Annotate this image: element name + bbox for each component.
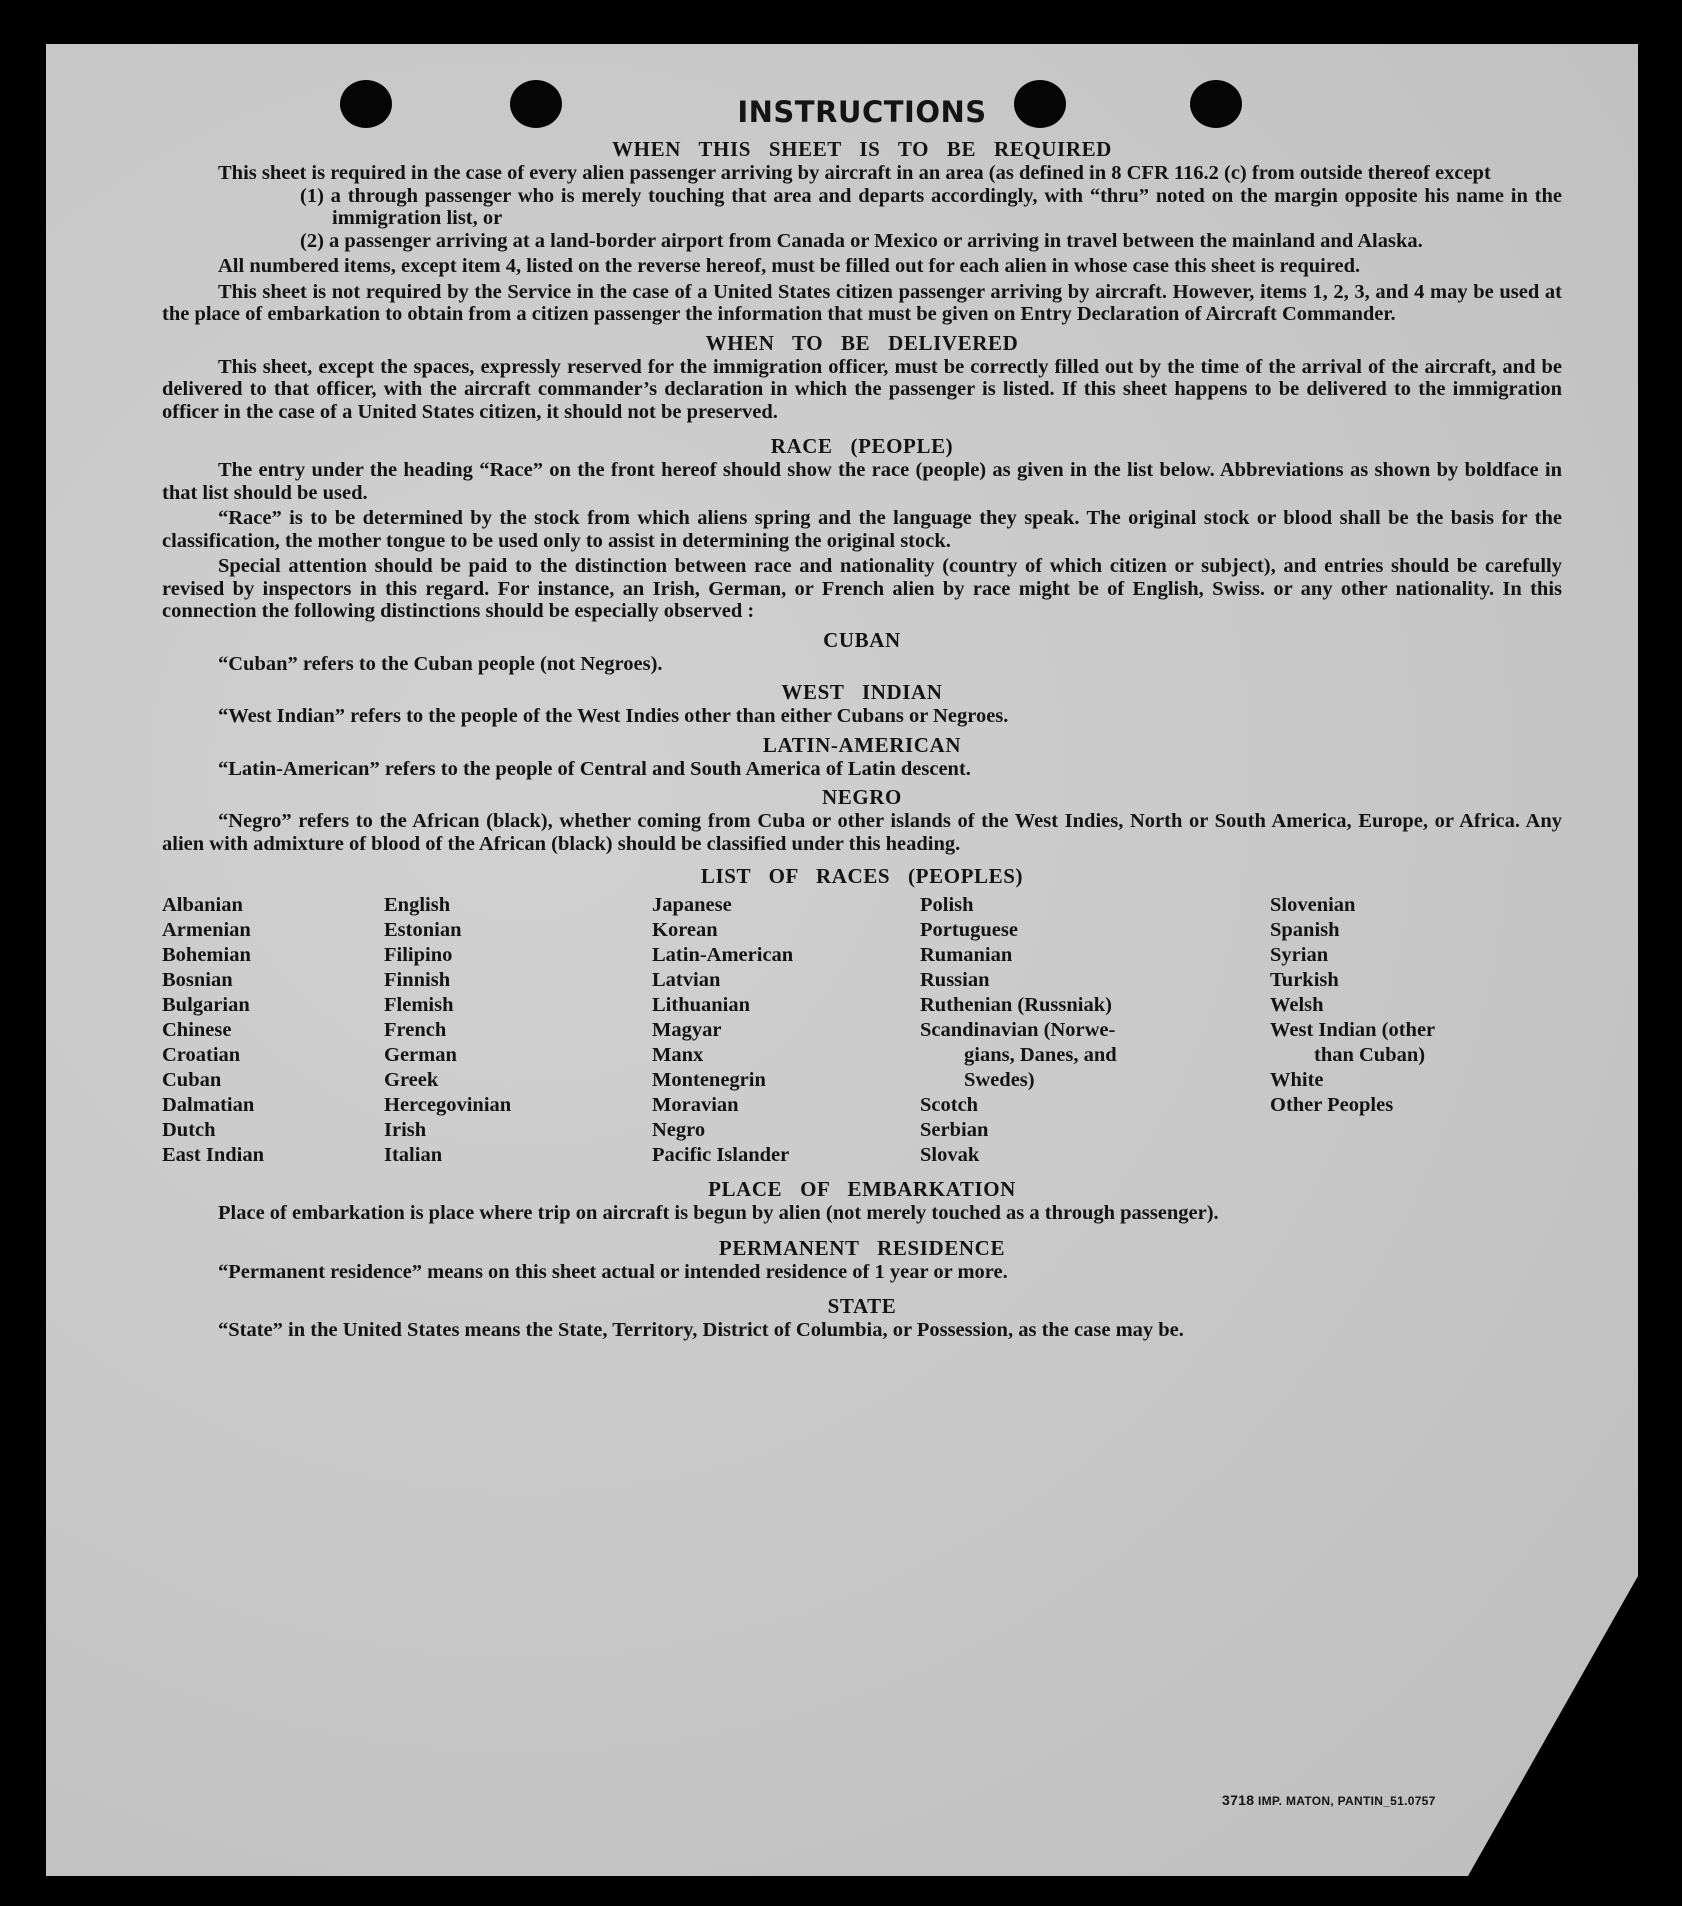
- race-item: Greek: [384, 1069, 439, 1091]
- race-item: Rumanian: [920, 944, 1013, 966]
- race-item-continued: Swedes): [964, 1069, 1035, 1091]
- race-item: Korean: [652, 919, 718, 941]
- race-item: Hercegovinian: [384, 1094, 512, 1116]
- document-sheet: [46, 44, 1638, 1876]
- race-item: Scotch: [920, 1094, 979, 1116]
- race-item: Montenegrin: [652, 1069, 766, 1091]
- race-item: Russian: [920, 969, 990, 991]
- race-item: Japanese: [652, 894, 732, 916]
- race-item: French: [384, 1019, 447, 1041]
- race-item: Bulgarian: [162, 994, 250, 1016]
- paragraph: The entry under the heading “Race” on the front hereof should show the race (people) as given in the list below. Abbreviations as shown by boldface in that list should be used.: [162, 459, 1562, 504]
- race-item: White: [1270, 1069, 1324, 1091]
- race-item: Finnish: [384, 969, 451, 991]
- section-heading-delivered: WHEN TO BE DELIVERED: [705, 330, 1019, 355]
- paragraph: Special attention should be paid to the distinction between race and nationality (country of which citizen or subject), and entries should be carefully revised by inspectors in this regard. For instance, an Irish, German, or French alien by race might be of English, Swiss. or any other nationality. In this connection the following distinctions should be especially observed :: [162, 555, 1562, 622]
- paragraph: “Cuban” refers to the Cuban people (not Negroes).: [218, 652, 663, 675]
- race-item: Manx: [652, 1044, 704, 1066]
- race-item: German: [384, 1044, 457, 1066]
- section-heading-latin-american: LATIN-AMERICAN: [762, 732, 962, 757]
- form-number: 3718: [1222, 1792, 1255, 1808]
- race-item: Slovenian: [1270, 894, 1356, 916]
- races-list: [162, 893, 1562, 1168]
- race-item: Latin-American: [652, 944, 794, 966]
- race-item-continued: gians, Danes, and: [964, 1044, 1117, 1066]
- race-item: Ruthenian (Russniak): [920, 994, 1112, 1016]
- section-heading-cuban: CUBAN: [823, 627, 901, 652]
- race-item: Serbian: [920, 1119, 989, 1141]
- instructions-content: [162, 94, 1562, 1342]
- race-item: Spanish: [1270, 919, 1340, 941]
- races-column: [1270, 893, 1526, 1168]
- section-heading-west-indian: WEST INDIAN: [781, 680, 943, 704]
- races-column: [384, 893, 652, 1168]
- race-item: Armenian: [162, 919, 251, 941]
- section-heading-races-list: LIST OF RACES (PEOPLES): [700, 864, 1024, 888]
- section-heading-state: STATE: [827, 1294, 897, 1318]
- race-item: Irish: [384, 1119, 427, 1141]
- race-item: Italian: [384, 1144, 443, 1166]
- folded-corner: [1468, 1576, 1638, 1876]
- race-item: Estonian: [384, 919, 462, 941]
- paragraph: “West Indian” refers to the people of the West Indies other than either Cubans or Negroes.: [218, 705, 1009, 727]
- race-item: West Indian (other: [1270, 1019, 1436, 1041]
- race-item: Bohemian: [162, 944, 251, 966]
- section-heading-embarkation: PLACE OF EMBARKATION: [708, 1177, 1016, 1201]
- section-heading-race: RACE (PEOPLE): [770, 434, 954, 458]
- race-item: Bosnian: [162, 969, 233, 991]
- race-item: Magyar: [652, 1019, 722, 1041]
- races-column: [652, 893, 920, 1168]
- paragraph: This sheet, except the spaces, expressly reserved for the immigration officer, must be correctly filled out by the time of the arrival of the aircraft, and be delivered to that officer, with the aircraft commander’s declaration in which the passenger is listed. If this sheet happens to be delivered to the immigration officer in the case of a United States citizen, it should not be preserved.: [162, 355, 1562, 423]
- race-item: Turkish: [1270, 969, 1339, 991]
- race-item: Moravian: [652, 1094, 739, 1116]
- race-item: Flemish: [384, 994, 454, 1016]
- race-item: Portuguese: [920, 919, 1018, 941]
- race-item: Dutch: [162, 1119, 216, 1141]
- race-item: Welsh: [1270, 994, 1324, 1016]
- race-item: English: [384, 894, 451, 916]
- race-item: Latvian: [652, 969, 721, 991]
- races-column: [920, 893, 1270, 1168]
- section-heading-negro: NEGRO: [821, 785, 902, 809]
- printer-footer: [1222, 1792, 1436, 1808]
- race-item: Filipino: [384, 944, 453, 966]
- paragraph: “Permanent residence” means on this sheet actual or intended residence of 1 year or more.: [218, 1260, 1008, 1283]
- paragraph: All numbered items, except item 4, listed on the reverse hereof, must be filled out for each alien in whose case this sheet is required.: [218, 255, 1361, 277]
- race-item: Syrian: [1270, 944, 1329, 966]
- race-item: Chinese: [162, 1019, 232, 1041]
- printer-imprint: IMP. MATON, PANTIN_51.0757: [1258, 1794, 1436, 1808]
- race-item: Albanian: [162, 894, 243, 916]
- race-item: Cuban: [162, 1069, 222, 1091]
- paragraph: “Race” is to be determined by the stock from which aliens spring and the language they speak. The original stock or blood shall be the basis for the classification, the mother tongue to be used only to assist in determining the original stock.: [162, 507, 1562, 552]
- race-item: Lithuanian: [652, 994, 750, 1016]
- paragraph: “State” in the United States means the State, Territory, District of Columbia, or Possession, as the case may be.: [218, 1319, 1184, 1341]
- race-item: Dalmatian: [162, 1094, 255, 1116]
- race-item: East Indian: [162, 1144, 264, 1166]
- paragraph: This sheet is not required by the Service in the case of a United States citizen passenger arriving by aircraft. However, items 1, 2, 3, and 4 may be used at the place of embarkation to obtain from a citizen passenger the information that must be given on Entry Declaration of Aircraft Commander.: [162, 280, 1562, 325]
- race-item: Negro: [652, 1119, 706, 1141]
- list-item: (2) a passenger arriving at a land-border airport from Canada or Mexico or arriving in travel between the mainland and Alaska.: [300, 229, 1423, 252]
- race-item: Other Peoples: [1270, 1094, 1394, 1116]
- list-item: (1) a through passenger who is merely touching that area and departs accordingly, with “thru” noted on the margin opposite his name in the immigration list, or: [300, 184, 1562, 229]
- paragraph: This sheet is required in the case of every alien passenger arriving by aircraft in an area (as defined in 8 CFR 116.2 (c) from outside thereof except: [218, 162, 1491, 184]
- race-item: Pacific Islander: [652, 1144, 790, 1166]
- paragraph: Place of embarkation is place where trip on aircraft is begun by alien (not merely touched as a through passenger).: [218, 1202, 1219, 1224]
- races-column: [162, 893, 384, 1168]
- race-item: Slovak: [920, 1144, 980, 1166]
- race-item: Croatian: [162, 1044, 241, 1066]
- paragraph: “Latin-American” refers to the people of Central and South America of Latin descent.: [218, 757, 971, 780]
- section-heading-required: WHEN THIS SHEET IS TO BE REQUIRED: [612, 137, 1112, 161]
- race-item: Polish: [920, 894, 974, 916]
- section-heading-residence: PERMANENT RESIDENCE: [718, 1235, 1006, 1260]
- race-item-continued: than Cuban): [1314, 1044, 1426, 1066]
- page-title: INSTRUCTIONS: [737, 95, 987, 129]
- paragraph: “Negro” refers to the African (black), whether coming from Cuba or other islands of the West Indies, North or South America, Europe, or Africa. Any alien with admixture of blood of the African (black) should be classified under this heading.: [162, 810, 1562, 855]
- race-item: Scandinavian (Norwe-: [920, 1019, 1116, 1041]
